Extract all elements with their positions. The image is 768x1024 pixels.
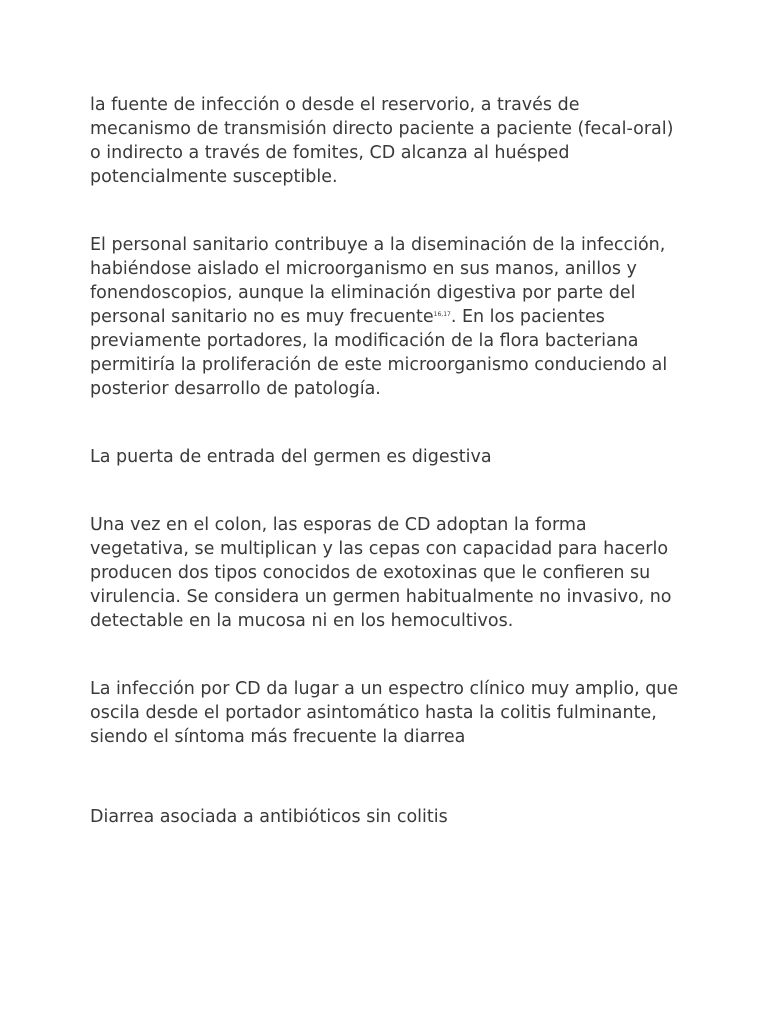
document-page (90, 93, 680, 829)
paragraph-healthcare-staff-text-a: El personal sanitario contribuye a la diseminación de la infección, habiéndose aislado el microorganismo en sus manos, anillos y fonendoscopios, aunque la eliminación digestiva por parte del personal sanitario no es muy frecuente (90, 235, 666, 327)
paragraph-healthcare-staff (90, 233, 680, 401)
paragraph-transmission: la fuente de infección o desde el reservorio, a través de mecanismo de transmisión directo paciente a paciente (fecal-oral) o indirecto a través de fomites, CD alcanza al huésped potencialmente susceptible. (90, 95, 674, 187)
reference-superscript: 16,17 (433, 311, 451, 318)
paragraph-healthcare-staff-text-b: . En los pacientes previamente portadores, la modificación de la flora bacteriana permitiría la proliferación de este microorganismo conduciendo al posterior desarrollo de patología. (90, 307, 668, 399)
paragraph-clinical-spectrum: La infección por CD da lugar a un espectro clínico muy amplio, que oscila desde el portador asintomático hasta la colitis fulminante, siendo el síntoma más frecuente la diarrea (90, 679, 679, 747)
paragraph-entry-route: La puerta de entrada del germen es digestiva (90, 447, 492, 467)
paragraph-colon-spores: Una vez en el colon, las esporas de CD adoptan la forma vegetativa, se multiplican y las cepas con capacidad para hacerlo producen dos tipos conocidos de exotoxinas que le confieren su virulencia. Se considera un germen habitualmente no invasivo, no detectable en la mucosa ni en los hemocultivos. (90, 515, 672, 631)
section-heading-diarrhea: Diarrea asociada a antibióticos sin colitis (90, 807, 448, 827)
